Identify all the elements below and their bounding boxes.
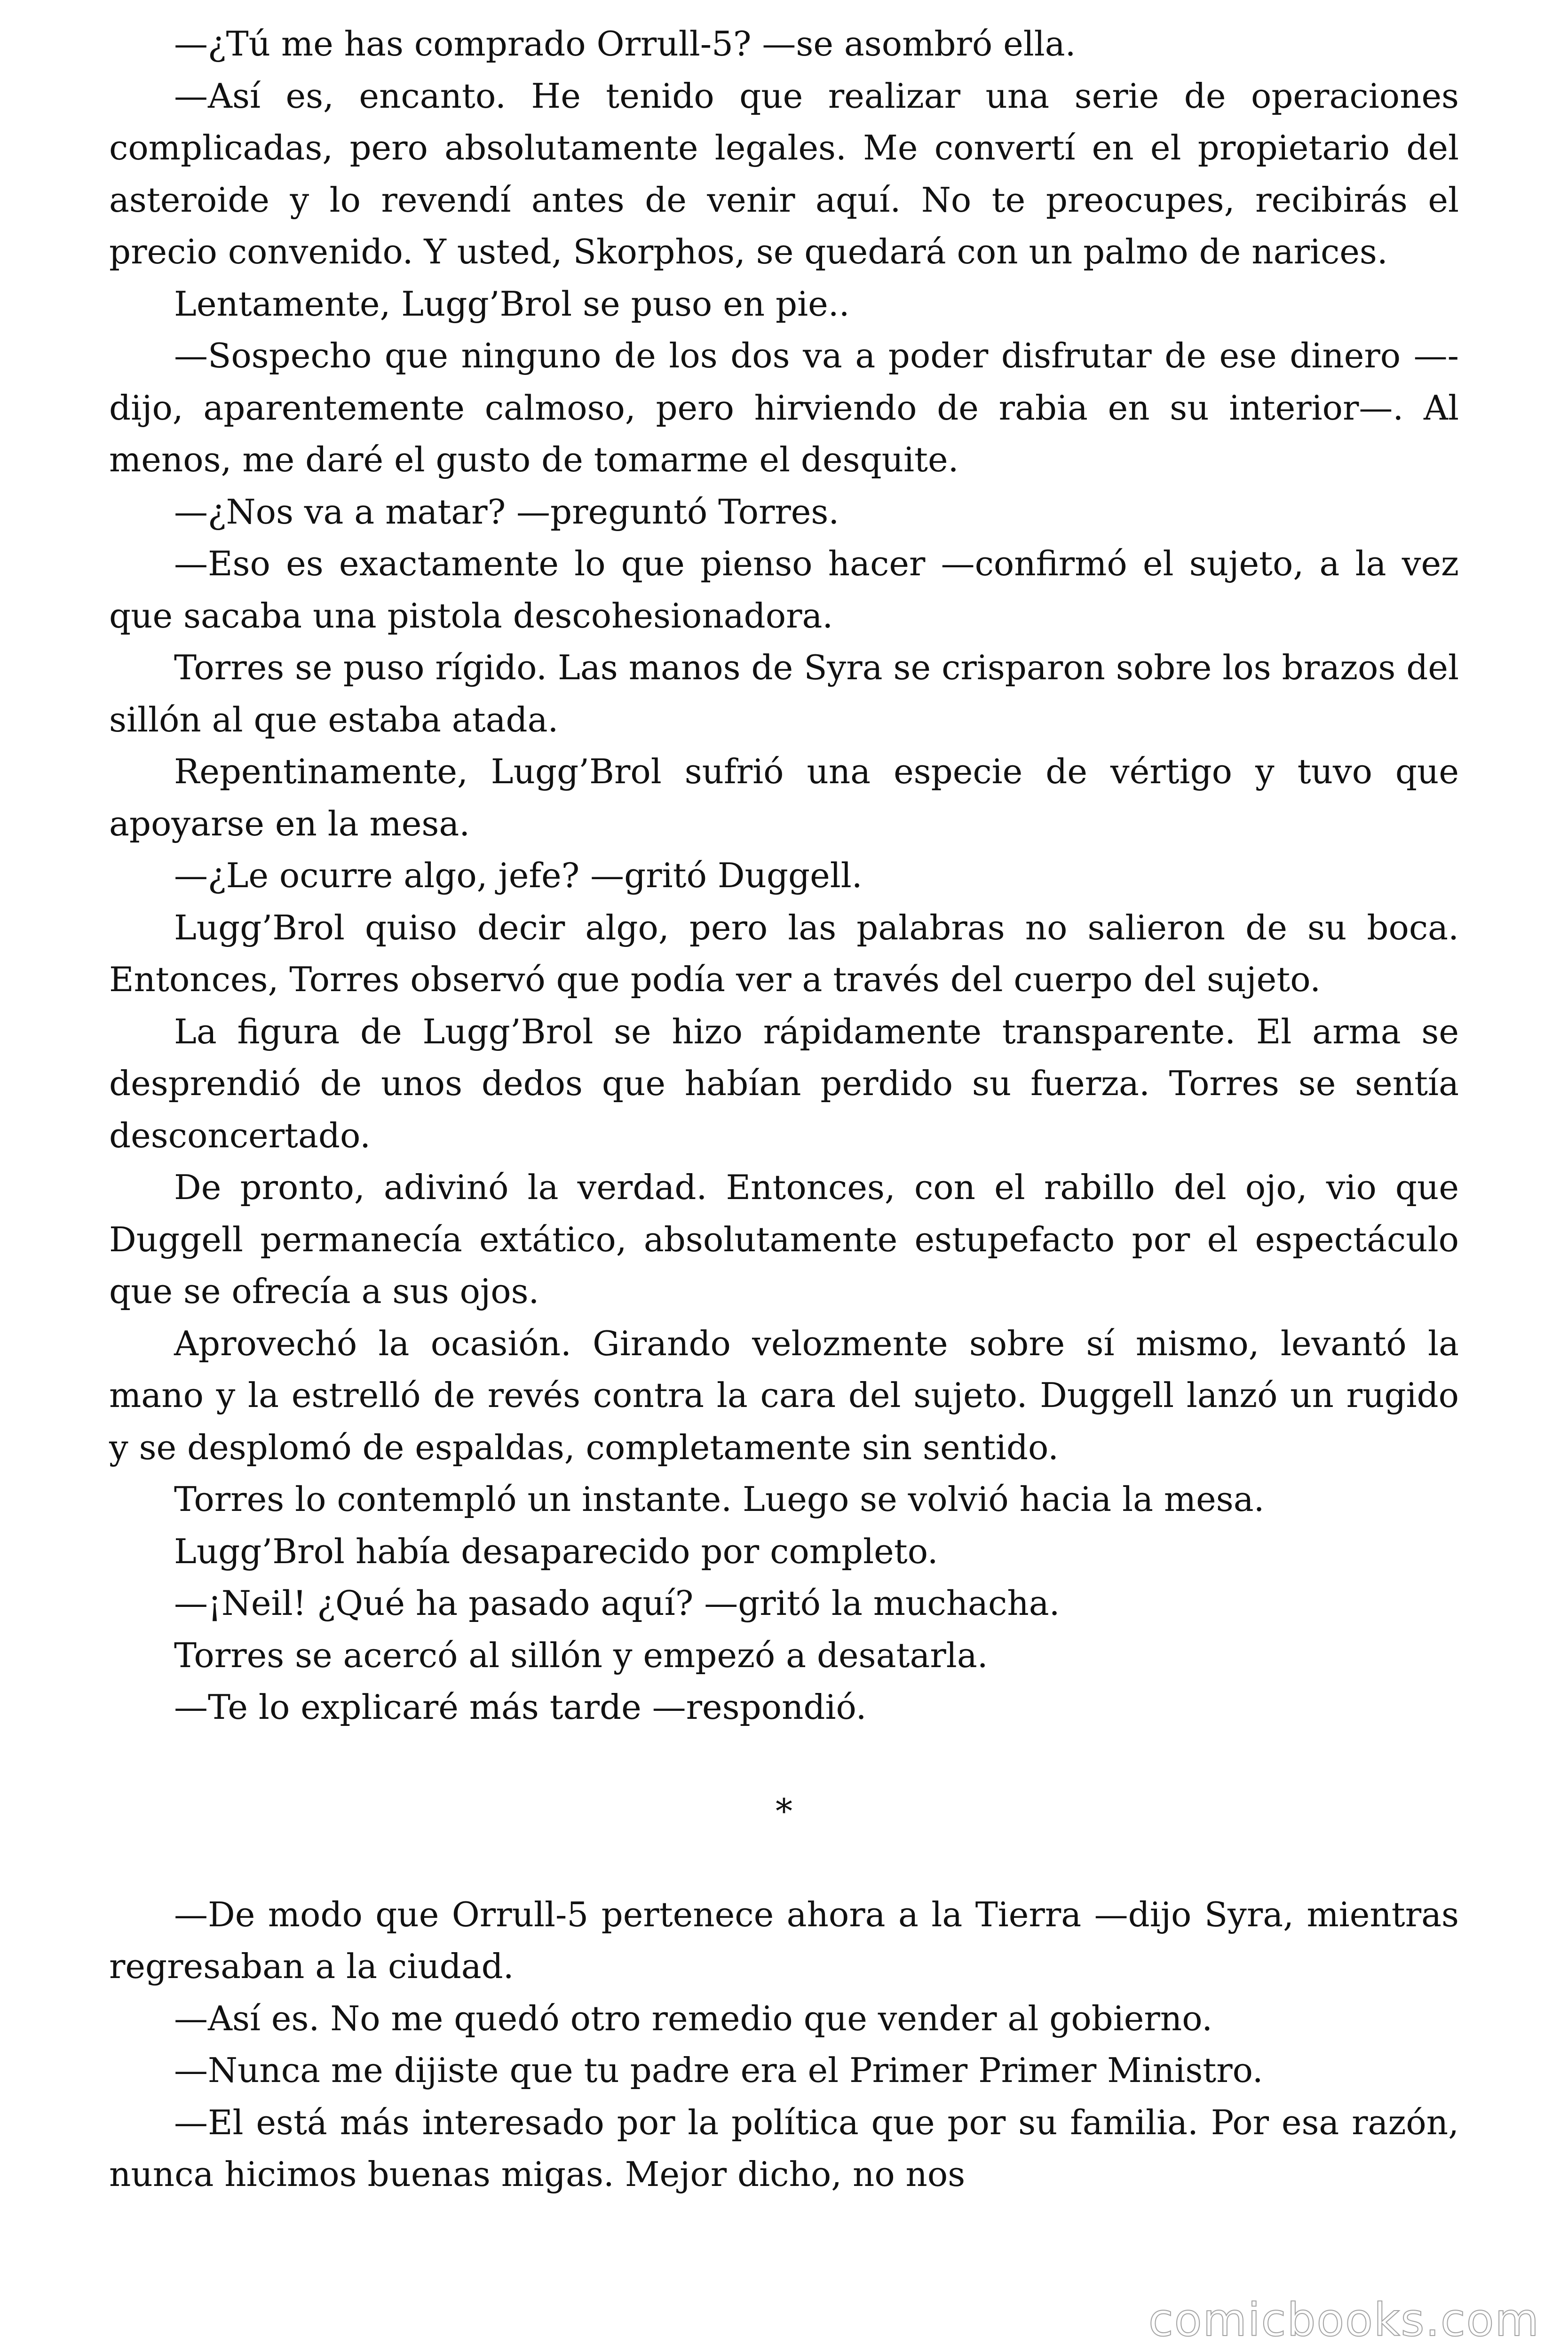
- paragraph: Lentamente, Lugg’Brol se puso en pie..: [174, 284, 850, 324]
- paragraph: —¿Nos va a matar? —preguntó Torres.: [174, 492, 839, 532]
- watermark: comicbooks.com: [1148, 2294, 1540, 2346]
- section-separator: *: [776, 1791, 792, 1831]
- paragraph: Repentinamente, Lugg’Brol sufrió una especie de vértigo y tuvo que apoyarse en la mesa.: [109, 752, 1459, 843]
- page-text: [109, 18, 1459, 2201]
- paragraph: —Eso es exactamente lo que pienso hacer —confirmó el sujeto, a la vez que sacaba una pistola descohesionadora.: [109, 544, 1459, 636]
- paragraph: —El está más interesado por la política que por su familia. Por esa razón, nunca hicimos buenas migas. Mejor dicho, no nos: [109, 2102, 1459, 2194]
- paragraph: Torres lo contempló un instante. Luego se volvió hacia la mesa.: [174, 1479, 1265, 1519]
- paragraph: —Nunca me dijiste que tu padre era el Primer Primer Ministro.: [174, 2050, 1263, 2090]
- paragraph: —Te lo explicaré más tarde —respondió.: [174, 1687, 867, 1727]
- paragraph: —Así es. No me quedó otro remedio que vender al gobierno.: [174, 1998, 1213, 2038]
- paragraph: Torres se acercó al sillón y empezó a desatarla.: [174, 1635, 988, 1675]
- paragraph: —¿Tú me has comprado Orrull-5? —se asombró ella.: [174, 24, 1076, 64]
- paragraph: —¡Neil! ¿Qué ha pasado aquí? —gritó la muchacha.: [174, 1583, 1060, 1623]
- paragraph: Lugg’Brol quiso decir algo, pero las palabras no salieron de su boca. Entonces, Torres observó que podía ver a través del cuerpo del sujeto.: [109, 907, 1459, 999]
- paragraph: Lugg’Brol había desaparecido por completo.: [174, 1531, 938, 1571]
- paragraph: —De modo que Orrull-5 pertenece ahora a la Tierra —dijo Syra, mientras regresaban a la ciudad.: [109, 1894, 1459, 1986]
- paragraph: La figura de Lugg’Brol se hizo rápidamente transparente. El arma se desprendió de unos dedos que habían perdido su fuerza. Torres se sentía desconcertado.: [109, 1011, 1459, 1155]
- paragraph: —¿Le ocurre algo, jefe? —gritó Duggell.: [174, 856, 863, 895]
- paragraph: Aprovechó la ocasión. Girando velozmente sobre sí mismo, levantó la mano y la estrelló de revés contra la cara del sujeto. Duggell lanzó un rugido y se desplomó de espaldas, completamente sin sentido.: [109, 1323, 1459, 1467]
- paragraph: Torres se puso rígido. Las manos de Syra se crisparon sobre los brazos del sillón al que estaba atada.: [109, 648, 1459, 739]
- paragraph: —Así es, encanto. He tenido que realizar una serie de operaciones complicadas, pero absolutamente legales. Me convertí en el propietario del asteroide y lo revendí antes de venir aquí. No te preocupes, recibirás el precio convenido. Y usted, Skorphos, se quedará con un palmo de narices.: [109, 76, 1459, 271]
- paragraph: De pronto, adivinó la verdad. Entonces, con el rabillo del ojo, vio que Duggell permanecía extático, absolutamente estupefacto por el espectáculo que se ofrecía a sus ojos.: [109, 1168, 1459, 1311]
- paragraph: —Sospecho que ninguno de los dos va a poder disfrutar de ese dinero —-dijo, aparentemente calmoso, pero hirviendo de rabia en su interior—. Al menos, me daré el gusto de tomarme el desquite.: [109, 336, 1459, 479]
